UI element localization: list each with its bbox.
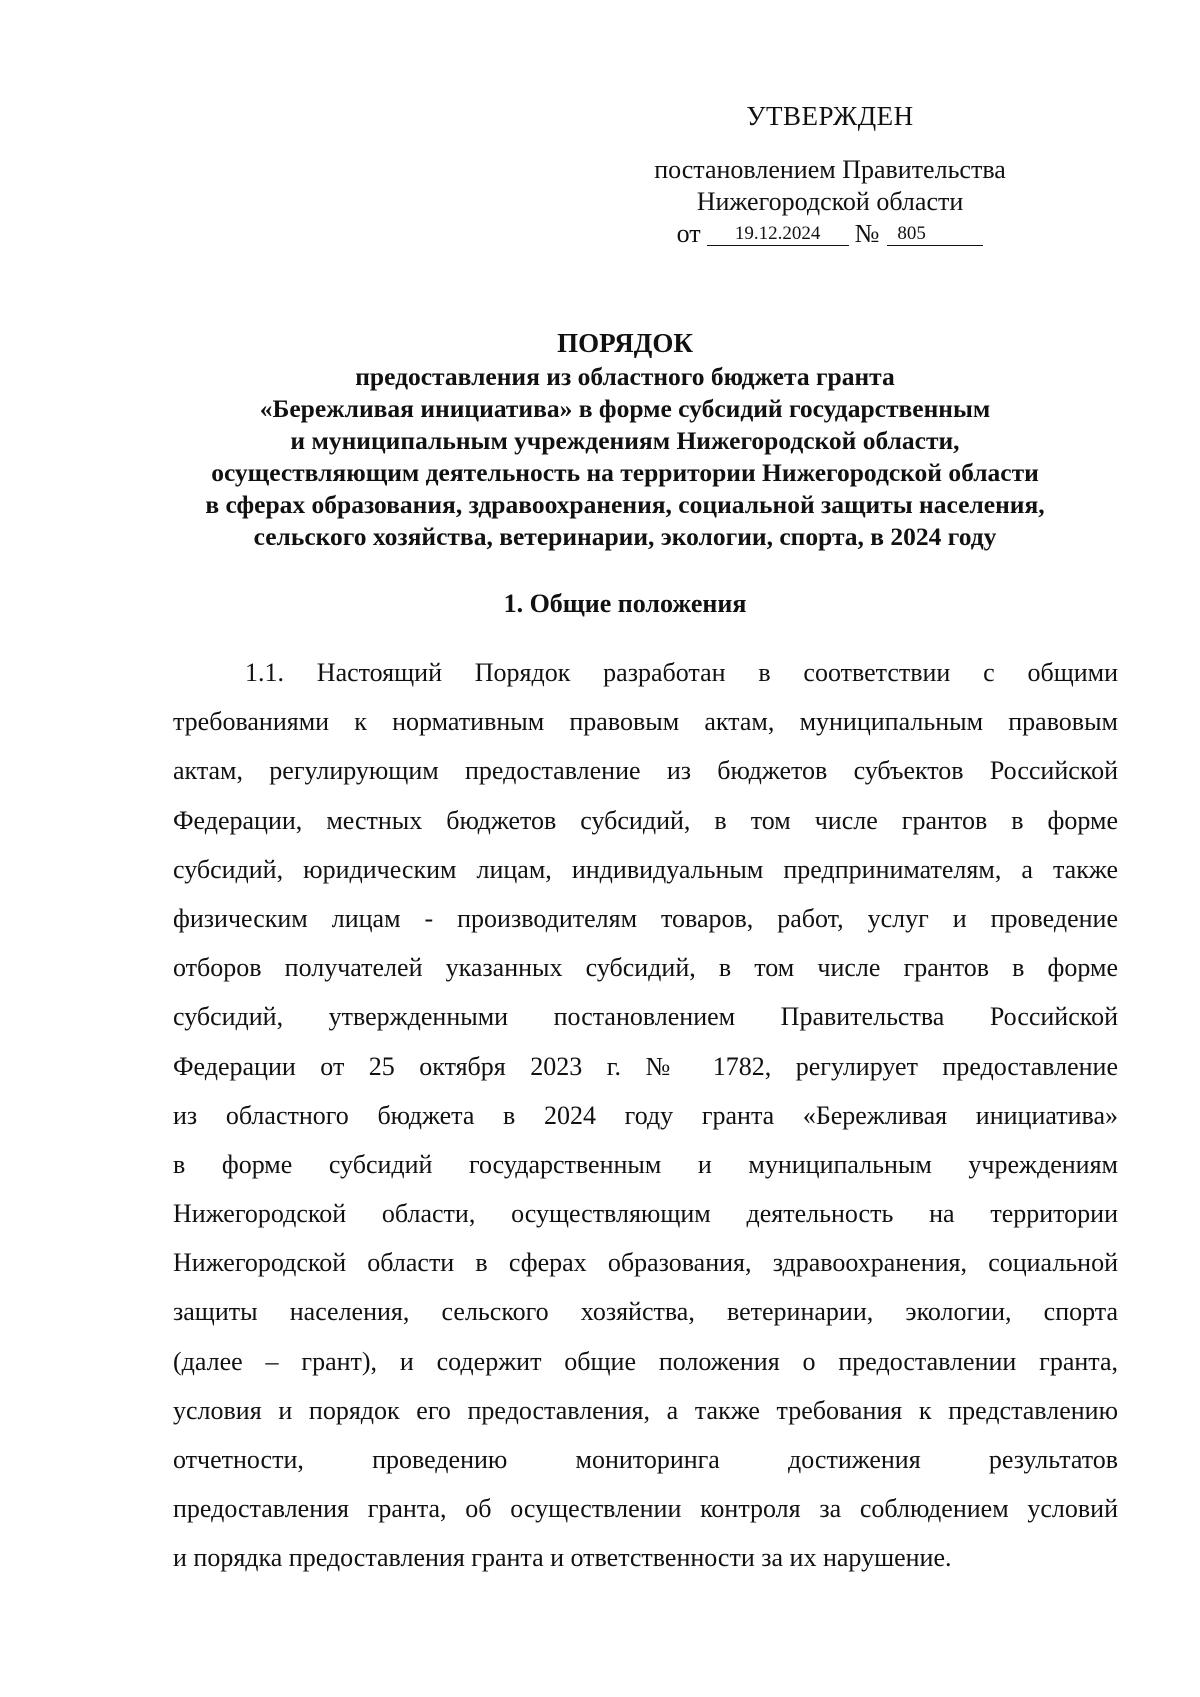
paragraph-line: 1.1. Настоящий Порядок разработан в соответствии с общими bbox=[245, 658, 1118, 687]
paragraph-line: отчетности, проведению мониторинга достижения результатов bbox=[173, 1445, 1118, 1474]
paragraph-line: в форме субсидий государственным и муниципальным учреждениям bbox=[173, 1149, 1118, 1179]
paragraph-1-1 bbox=[173, 648, 1118, 1583]
approval-date-row bbox=[600, 218, 1060, 250]
number-sign: № bbox=[854, 219, 880, 248]
paragraph-line: Федерации, местных бюджетов субсидий, в том числе грантов в форме bbox=[173, 805, 1118, 835]
paragraph-line: защиты населения, сельского хозяйства, ветеринарии, экологии, спорта bbox=[173, 1297, 1118, 1327]
spacer bbox=[600, 132, 1060, 154]
title-line: осуществляющим деятельность на территории Нижегородской области bbox=[211, 458, 1039, 487]
title-line: в сферах образования, здравоохранения, социальной защиты населения, bbox=[205, 490, 1045, 519]
approval-line-1: постановлением Правительства bbox=[654, 155, 1006, 184]
paragraph-line: актам, регулирующим предоставление из бюджетов субъектов Российской bbox=[173, 756, 1118, 786]
title-line: «Бережливая инициатива» в форме субсидий государственным bbox=[259, 394, 991, 423]
paragraph-line: и порядка предоставления гранта и ответственности за их нарушение. bbox=[173, 1543, 952, 1573]
paragraph-line: Нижегородской области, осуществляющим деятельность на территории bbox=[173, 1199, 1118, 1229]
approval-number: 805 bbox=[887, 223, 983, 246]
paragraph-line: условия и порядок его предоставления, а также требования к представлению bbox=[173, 1395, 1118, 1425]
approval-block bbox=[600, 100, 1060, 250]
paragraph-line: предоставления гранта, об осуществлении контроля за соблюдением условий bbox=[173, 1494, 1118, 1524]
paragraph-line: (далее – грант), и содержит общие положения о предоставлении гранта, bbox=[173, 1346, 1118, 1376]
approval-heading: УТВЕРЖДЕН bbox=[746, 101, 914, 131]
paragraph-line: субсидий, юридическим лицам, индивидуальным предпринимателям, а также bbox=[173, 854, 1118, 884]
paragraph-line: Федерации от 25 октября 2023 г. № 1782, регулирует предоставление bbox=[173, 1051, 1118, 1081]
approval-date: 19.12.2024 bbox=[707, 223, 849, 246]
title-main: ПОРЯДОК bbox=[557, 328, 693, 358]
date-prefix: от bbox=[676, 219, 701, 248]
paragraph-line: из областного бюджета в 2024 году гранта «Бережливая инициатива» bbox=[173, 1100, 1118, 1130]
title-line: и муниципальным учреждениям Нижегородской области, bbox=[290, 426, 960, 455]
paragraph-line: требованиями к нормативным правовым актам, муниципальным правовым bbox=[173, 707, 1118, 737]
title-line: предоставления из областного бюджета гранта bbox=[355, 362, 895, 391]
section-title: 1. Общие положения bbox=[503, 589, 747, 618]
approval-line-2: Нижегородской области bbox=[696, 187, 964, 216]
paragraph-line: субсидий, утвержденными постановлением Правительства Российской bbox=[173, 1002, 1118, 1032]
paragraph-line: физическим лицам - производителям товаров, работ, услуг и проведение bbox=[173, 903, 1118, 933]
paragraph-line: отборов получателей указанных субсидий, в том числе грантов в форме bbox=[173, 953, 1118, 983]
document-title bbox=[160, 326, 1090, 553]
paragraph-line: Нижегородской области в сферах образования, здравоохранения, социальной bbox=[173, 1248, 1118, 1278]
title-line: сельского хозяйства, ветеринарии, экологии, спорта, в 2024 году bbox=[253, 522, 997, 551]
